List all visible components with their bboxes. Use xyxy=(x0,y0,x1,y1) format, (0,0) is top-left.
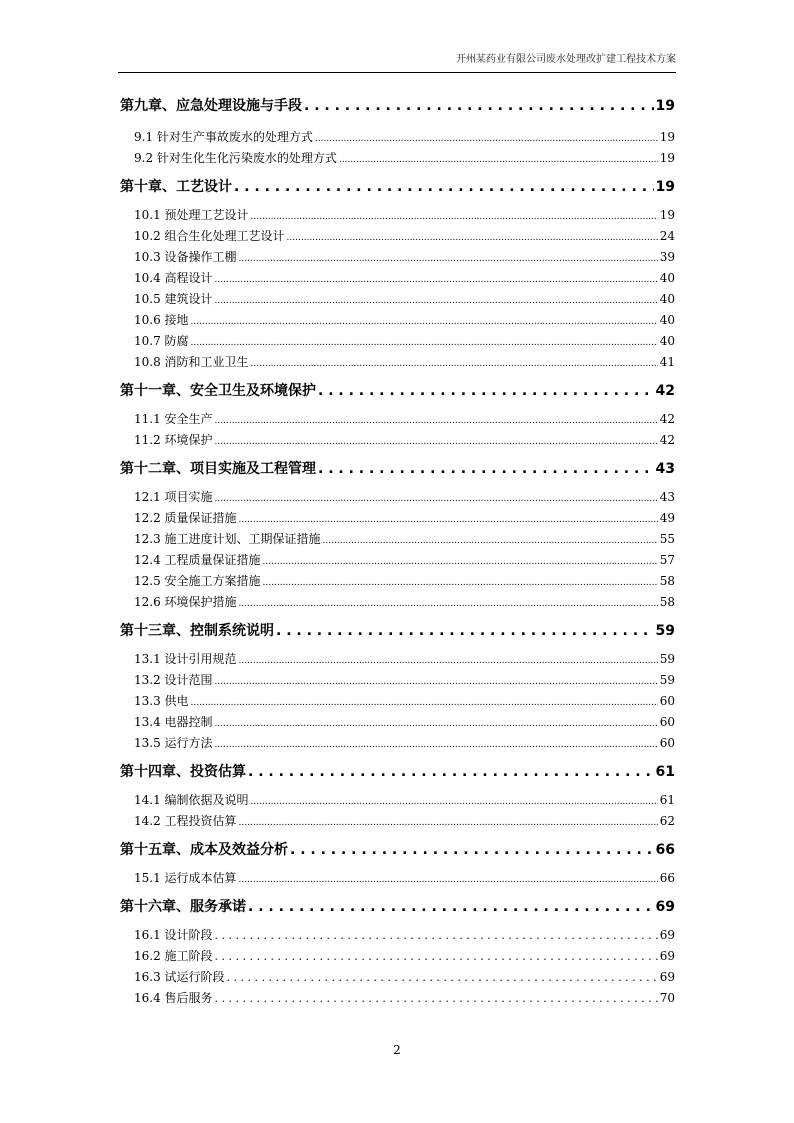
toc-dot-leader xyxy=(339,155,658,165)
toc-dot-leader xyxy=(239,656,658,666)
toc-entry-page: 40 xyxy=(659,334,675,348)
toc-section-entry[interactable] xyxy=(120,227,675,244)
page-number: 2 xyxy=(393,1043,401,1057)
toc-dot-leader xyxy=(251,359,658,369)
toc-dot-leader xyxy=(215,740,658,750)
toc-section-entry[interactable] xyxy=(120,869,675,886)
toc-dot-leader xyxy=(239,515,658,525)
toc-section-entry[interactable] xyxy=(120,248,675,265)
toc-dot-leader xyxy=(318,461,654,477)
toc-dot-leader xyxy=(318,383,654,399)
toc-entry-page: 62 xyxy=(659,814,675,828)
toc-section-entry[interactable] xyxy=(120,311,675,328)
toc-entry-page: 19 xyxy=(659,130,675,144)
toc-entry-label: 第十三章、控制系统说明 xyxy=(120,623,274,639)
toc-entry-page: 55 xyxy=(659,532,675,546)
toc-entry-label: 12.4 工程质量保证措施 xyxy=(134,553,261,567)
toc-entry-page: 66 xyxy=(655,842,675,858)
toc-chapter-entry[interactable] xyxy=(120,458,675,478)
toc-section-entry[interactable] xyxy=(120,431,675,448)
toc-entry-label: 12.2 质量保证措施 xyxy=(134,511,237,525)
toc-entry-label: 12.5 安全施工方案措施 xyxy=(134,574,261,588)
toc-entry-label: 16.2 施工阶段 xyxy=(134,949,213,963)
toc-entry-label: 10.4 高程设计 xyxy=(134,271,213,285)
toc-entry-label: 13.5 运行方法 xyxy=(134,736,213,750)
toc-entry-page: 69 xyxy=(659,970,675,984)
toc-section-entry[interactable] xyxy=(120,926,675,943)
toc-section-entry[interactable] xyxy=(120,593,675,610)
toc-dot-leader xyxy=(215,719,658,729)
toc-dot-leader xyxy=(215,992,658,1005)
toc-entry-page: 69 xyxy=(659,949,675,963)
toc-dot-leader xyxy=(215,416,658,426)
toc-entry-label: 10.1 预处理工艺设计 xyxy=(134,208,249,222)
toc-section-entry[interactable] xyxy=(120,947,675,964)
toc-section-entry[interactable] xyxy=(120,149,675,166)
toc-entry-page: 59 xyxy=(659,652,675,666)
toc-dot-leader xyxy=(315,134,658,144)
toc-entry-label: 10.3 设备操作工棚 xyxy=(134,250,237,264)
toc-dot-leader xyxy=(215,296,658,306)
toc-entry-page: 69 xyxy=(659,928,675,942)
page-header xyxy=(118,52,676,73)
toc-entry-page: 42 xyxy=(655,383,675,399)
toc-entry-label: 第十六章、服务承诺 xyxy=(120,899,246,915)
toc-dot-leader xyxy=(323,536,658,546)
toc-chapter-entry[interactable] xyxy=(120,95,675,115)
toc-entry-page: 57 xyxy=(659,553,675,567)
toc-entry-label: 12.1 项目实施 xyxy=(134,490,213,504)
toc-chapter-entry[interactable] xyxy=(120,176,675,196)
toc-section-entry[interactable] xyxy=(120,410,675,427)
toc-section-entry[interactable] xyxy=(120,530,675,547)
toc-dot-leader xyxy=(215,950,658,963)
toc-dot-leader xyxy=(215,677,658,687)
toc-entry-label: 10.7 防腐 xyxy=(134,334,189,348)
toc-entry-label: 10.5 建筑设计 xyxy=(134,292,213,306)
toc-entry-page: 42 xyxy=(659,412,675,426)
toc-dot-leader xyxy=(263,557,658,567)
toc-entry-label: 13.2 设计范围 xyxy=(134,673,213,687)
toc-entry-label: 11.1 安全生产 xyxy=(134,412,213,426)
toc-dot-leader xyxy=(215,275,658,285)
toc-dot-leader xyxy=(227,971,658,984)
toc-dot-leader xyxy=(263,578,658,588)
toc-chapter-entry[interactable] xyxy=(120,620,675,640)
toc-entry-label: 10.8 消防和工业卫生 xyxy=(134,355,249,369)
toc-section-entry[interactable] xyxy=(120,713,675,730)
toc-dot-leader xyxy=(290,842,654,858)
toc-entry-label: 第十四章、投资估算 xyxy=(120,764,246,780)
toc-entry-page: 60 xyxy=(659,694,675,708)
toc-dot-leader xyxy=(287,233,658,243)
toc-entry-label: 第十二章、项目实施及工程管理 xyxy=(120,461,316,477)
toc-dot-leader xyxy=(239,254,658,264)
page-footer xyxy=(0,1043,794,1057)
toc-chapter-entry[interactable] xyxy=(120,839,675,859)
toc-dot-leader xyxy=(215,929,658,942)
toc-dot-leader xyxy=(239,875,658,885)
toc-section-entry[interactable] xyxy=(120,206,675,223)
toc-entry-label: 10.6 接地 xyxy=(134,313,189,327)
toc-dot-leader xyxy=(234,179,654,195)
toc-entry-label: 16.1 设计阶段 xyxy=(134,928,213,942)
toc-entry-page: 43 xyxy=(655,461,675,477)
toc-entry-page: 69 xyxy=(655,899,675,915)
toc-entry-page: 40 xyxy=(659,271,675,285)
toc-entry-label: 10.2 组合生化处理工艺设计 xyxy=(134,229,285,243)
toc-entry-page: 60 xyxy=(659,736,675,750)
toc-entry-page: 61 xyxy=(655,764,675,780)
header-title: 开州某药业有限公司废水处理改扩建工程技术方案 xyxy=(456,54,676,65)
toc-entry-label: 16.4 售后服务 xyxy=(134,991,213,1005)
toc-section-entry[interactable] xyxy=(120,812,675,829)
toc-section-entry[interactable] xyxy=(120,332,675,349)
toc-entry-label: 第十一章、安全卫生及环境保护 xyxy=(120,383,316,399)
toc-entry-label: 第十五章、成本及效益分析 xyxy=(120,842,288,858)
toc-entry-label: 第九章、应急处理设施与手段 xyxy=(120,98,302,114)
toc-dot-leader xyxy=(215,437,658,447)
toc-entry-label: 12.3 施工进度计划、工期保证措施 xyxy=(134,532,321,546)
toc-entry-page: 58 xyxy=(659,574,675,588)
toc-entry-label: 11.2 环境保护 xyxy=(134,433,213,447)
toc-entry-page: 58 xyxy=(659,595,675,609)
toc-dot-leader xyxy=(239,818,658,828)
toc-dot-leader xyxy=(251,797,658,807)
toc-dot-leader xyxy=(251,212,658,222)
toc-section-entry[interactable] xyxy=(120,968,675,985)
toc-dot-leader xyxy=(191,317,658,327)
toc-entry-label: 9.2 针对生化生化污染废水的处理方式 xyxy=(134,151,337,165)
toc-section-entry[interactable] xyxy=(120,290,675,307)
toc-section-entry[interactable] xyxy=(120,692,675,709)
toc-entry-label: 14.2 工程投资估算 xyxy=(134,814,237,828)
toc-entry-page: 24 xyxy=(659,229,675,243)
toc-dot-leader xyxy=(304,98,654,114)
toc-entry-page: 60 xyxy=(659,715,675,729)
toc-entry-label: 第十章、工艺设计 xyxy=(120,179,232,195)
toc-section-entry[interactable] xyxy=(120,128,675,145)
toc-entry-page: 59 xyxy=(659,673,675,687)
toc-section-entry[interactable] xyxy=(120,671,675,688)
toc-section-entry[interactable] xyxy=(120,353,675,370)
toc-entry-page: 39 xyxy=(659,250,675,264)
toc-entry-label: 14.1 编制依据及说明 xyxy=(134,793,249,807)
toc-chapter-entry[interactable] xyxy=(120,761,675,781)
toc-chapter-entry[interactable] xyxy=(120,896,675,916)
toc-section-entry[interactable] xyxy=(120,509,675,526)
toc-entry-page: 19 xyxy=(655,98,675,114)
toc-entry-page: 19 xyxy=(659,208,675,222)
toc-dot-leader xyxy=(248,899,654,915)
toc-section-entry[interactable] xyxy=(120,734,675,751)
toc-entry-page: 19 xyxy=(655,179,675,195)
toc-entry-page: 49 xyxy=(659,511,675,525)
toc-entry-label: 13.3 供电 xyxy=(134,694,189,708)
toc-entry-page: 70 xyxy=(659,991,675,1005)
toc-section-entry[interactable] xyxy=(120,791,675,808)
toc-entry-page: 19 xyxy=(659,151,675,165)
toc-entry-label: 9.1 针对生产事故废水的处理方式 xyxy=(134,130,313,144)
toc-dot-leader xyxy=(215,494,658,504)
toc-section-entry[interactable] xyxy=(120,650,675,667)
toc-entry-label: 13.1 设计引用规范 xyxy=(134,652,237,666)
toc-entry-label: 16.3 试运行阶段 xyxy=(134,970,225,984)
toc-dot-leader xyxy=(239,599,658,609)
toc-dot-leader xyxy=(248,764,654,780)
toc-section-entry[interactable] xyxy=(120,488,675,505)
toc-entry-label: 13.4 电器控制 xyxy=(134,715,213,729)
toc-dot-leader xyxy=(276,623,654,639)
toc-section-entry[interactable] xyxy=(120,269,675,286)
toc-entry-page: 40 xyxy=(659,313,675,327)
toc-entry-page: 66 xyxy=(659,871,675,885)
toc-entry-page: 61 xyxy=(659,793,675,807)
toc-chapter-entry[interactable] xyxy=(120,380,675,400)
toc-dot-leader xyxy=(191,698,658,708)
toc-section-entry[interactable] xyxy=(120,572,675,589)
toc-entry-page: 42 xyxy=(659,433,675,447)
toc-entry-page: 59 xyxy=(655,623,675,639)
toc-section-entry[interactable] xyxy=(120,989,675,1006)
toc-entry-label: 15.1 运行成本估算 xyxy=(134,871,237,885)
toc-entry-page: 41 xyxy=(659,355,675,369)
toc-entry-page: 43 xyxy=(659,490,675,504)
toc-section-entry[interactable] xyxy=(120,551,675,568)
toc-entry-page: 40 xyxy=(659,292,675,306)
toc-dot-leader xyxy=(191,338,658,348)
toc-entry-label: 12.6 环境保护措施 xyxy=(134,595,237,609)
